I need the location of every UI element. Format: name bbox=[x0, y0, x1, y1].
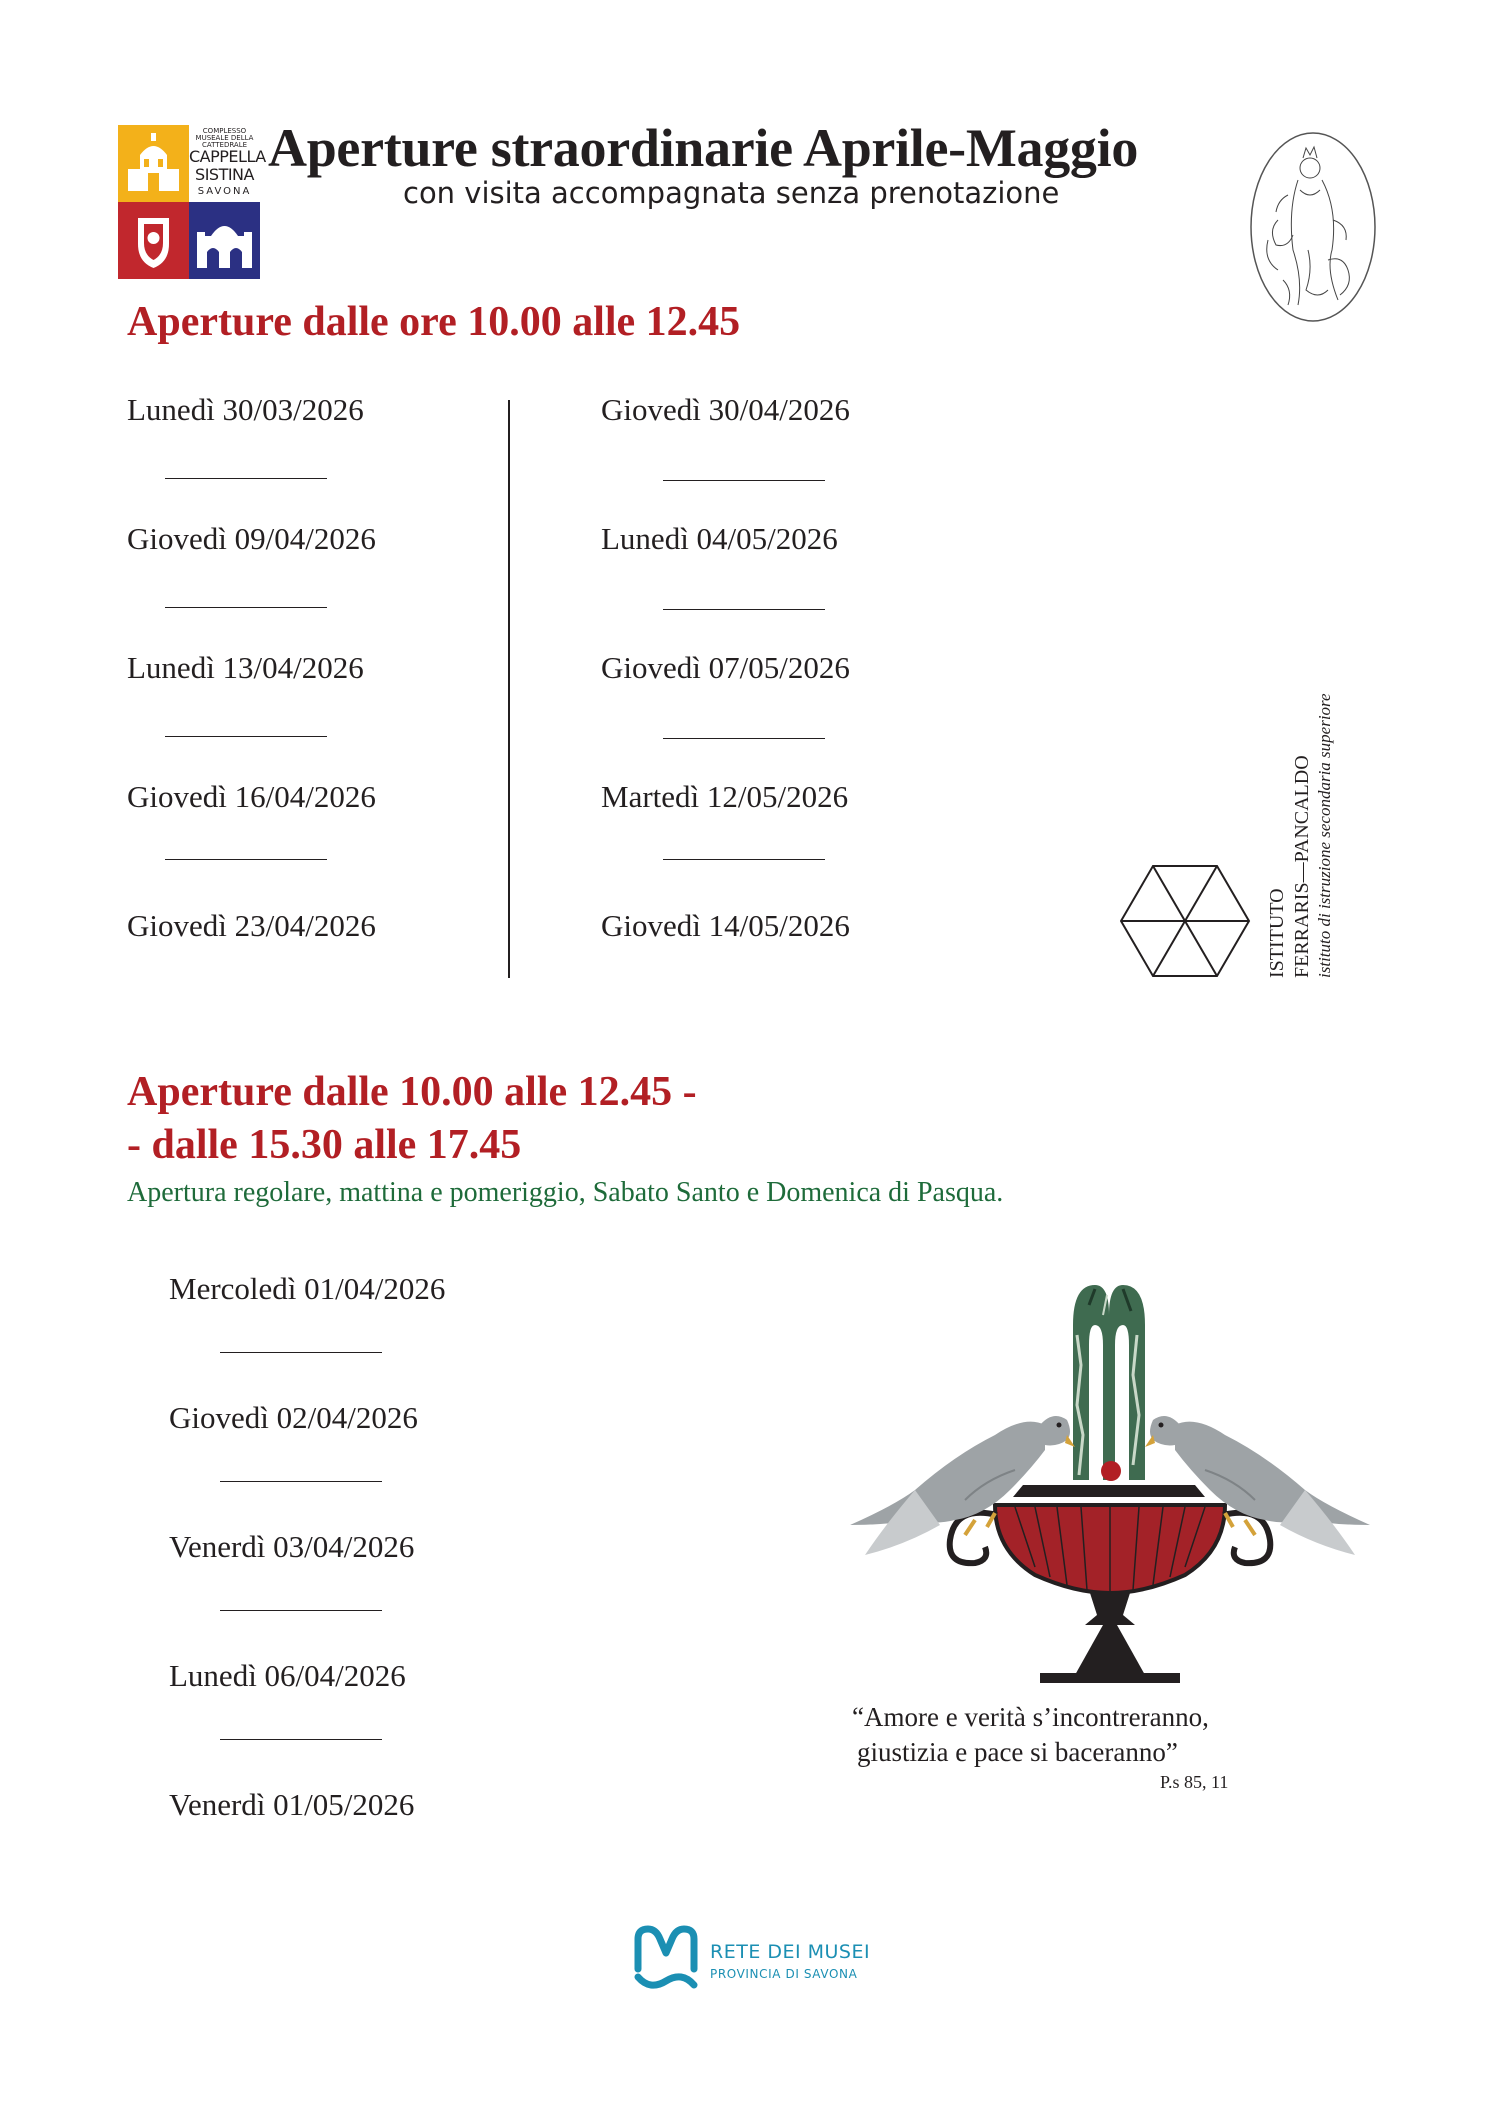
date-section2-2: Giovedì 02/04/2026 bbox=[169, 1400, 418, 1435]
marble-arches bbox=[1073, 1285, 1145, 1480]
section2-note: Apertura regolare, mattina e pomeriggio, Sabato Santo e Domenica di Pasqua. bbox=[127, 1177, 1004, 1208]
quote-line-2: giustizia e pace si baceranno” bbox=[857, 1737, 1178, 1767]
psalm-reference: P.s 85, 11 bbox=[1160, 1772, 1229, 1792]
separator bbox=[220, 1610, 382, 1611]
separator bbox=[663, 480, 825, 481]
cathedral-icon bbox=[118, 125, 189, 202]
logo-line-3: SAVONA bbox=[197, 186, 252, 197]
red-ball bbox=[1101, 1461, 1121, 1481]
logo-line-1: CAPPELLA bbox=[189, 147, 266, 166]
fountain-doves-illustration bbox=[845, 1275, 1380, 1695]
madonna-sketch-image bbox=[1248, 130, 1378, 325]
rete-title: RETE DEI MUSEI bbox=[710, 1941, 871, 1963]
cappella-sistina-logo bbox=[118, 125, 266, 280]
date-section2-5: Venerdì 01/05/2026 bbox=[169, 1787, 415, 1822]
date-section2-4: Lunedì 06/04/2026 bbox=[169, 1658, 406, 1693]
date-right-2: Lunedì 04/05/2026 bbox=[601, 521, 838, 556]
palace-icon bbox=[189, 202, 260, 279]
istituto-line-1: ISTITUTO bbox=[1266, 888, 1288, 978]
date-section2-3: Venerdì 03/04/2026 bbox=[169, 1529, 415, 1564]
istituto-line-3: istituto di istruzione secondaria superiore bbox=[1315, 693, 1334, 978]
hexagon-icon bbox=[1121, 866, 1249, 976]
separator bbox=[165, 859, 327, 860]
separator bbox=[220, 1739, 382, 1740]
date-left-3: Lunedì 13/04/2026 bbox=[127, 650, 364, 685]
section2-heading-line1: Aperture dalle 10.00 alle 12.45 - bbox=[127, 1069, 697, 1115]
istituto-line-2: FERRARIS—PANCALDO bbox=[1291, 755, 1313, 978]
column-divider bbox=[508, 400, 510, 978]
date-right-5: Giovedì 14/05/2026 bbox=[601, 908, 850, 943]
separator bbox=[220, 1352, 382, 1353]
separator bbox=[663, 738, 825, 739]
date-right-1: Giovedì 30/04/2026 bbox=[601, 392, 850, 427]
logo-small-text: COMPLESSO MUSEALE DELLA CATTEDRALE bbox=[195, 127, 254, 149]
logo-line-2: SISTINA bbox=[195, 165, 254, 184]
separator bbox=[663, 609, 825, 610]
psalm-quote bbox=[852, 1700, 1209, 1770]
separator bbox=[220, 1481, 382, 1482]
page-subtitle: con visita accompagnata senza prenotazione bbox=[403, 176, 1060, 210]
date-left-4: Giovedì 16/04/2026 bbox=[127, 779, 376, 814]
istituto-ferraris-pancaldo-logo bbox=[1120, 620, 1370, 980]
separator bbox=[165, 478, 327, 479]
date-left-2: Giovedì 09/04/2026 bbox=[127, 521, 376, 556]
date-left-1: Lunedì 30/03/2026 bbox=[127, 392, 364, 427]
date-right-4: Martedì 12/05/2026 bbox=[601, 779, 849, 814]
quote-line-1: “Amore e verità s’incontreranno, bbox=[852, 1702, 1209, 1732]
separator bbox=[165, 736, 327, 737]
separator bbox=[663, 859, 825, 860]
rete-musei-icon bbox=[630, 1925, 705, 1995]
separator bbox=[165, 607, 327, 608]
rete-dei-musei-logo bbox=[630, 1925, 870, 1995]
section1-heading: Aperture dalle ore 10.00 alle 12.45 bbox=[127, 299, 741, 345]
date-left-5: Giovedì 23/04/2026 bbox=[127, 908, 376, 943]
date-right-3: Giovedì 07/05/2026 bbox=[601, 650, 850, 685]
page-title: Aperture straordinarie Aprile-Maggio bbox=[268, 118, 1139, 178]
section2-heading-line2: - dalle 15.30 alle 17.45 bbox=[127, 1122, 522, 1168]
rete-subtitle: PROVINCIA DI SAVONA bbox=[710, 1967, 858, 1981]
date-section2-1: Mercoledì 01/04/2026 bbox=[169, 1271, 446, 1306]
coat-of-arms-icon bbox=[118, 202, 189, 279]
